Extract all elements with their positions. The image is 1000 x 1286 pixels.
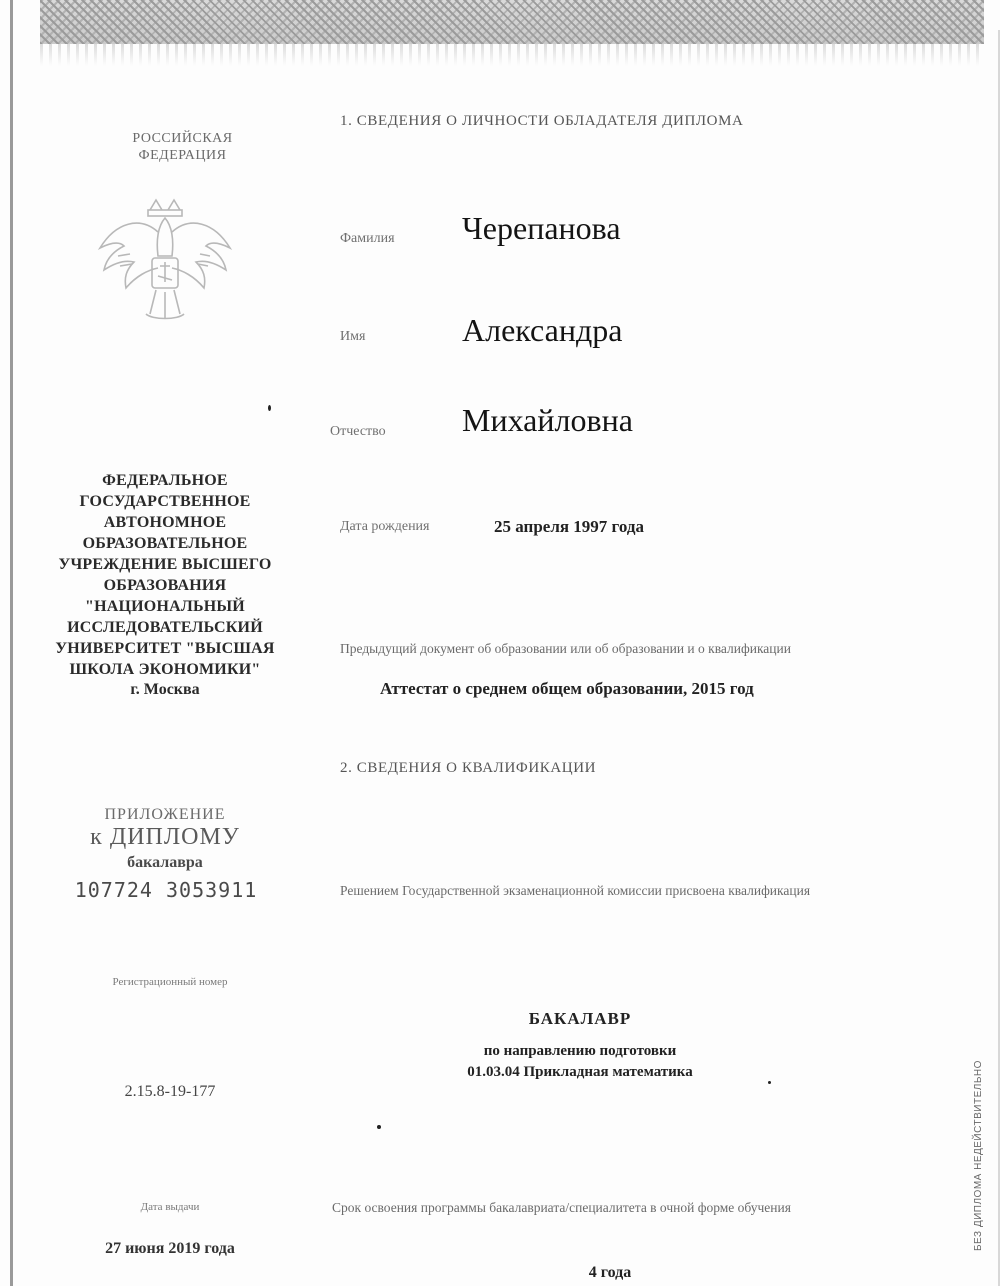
scan-speck — [268, 405, 271, 411]
scan-speck — [377, 1125, 381, 1129]
scan-speck — [768, 1081, 771, 1084]
first-name-label: Имя — [340, 329, 366, 344]
section1-title: 1. СВЕДЕНИЯ О ЛИЧНОСТИ ОБЛАДАТЕЛЯ ДИПЛОМА — [340, 113, 744, 129]
guilloche-border — [40, 0, 984, 44]
last-name-label: Фамилия — [340, 231, 395, 246]
birth-date-label: Дата рождения — [340, 519, 430, 534]
coat-of-arms-icon — [90, 196, 240, 326]
patronymic-label: Отчество — [330, 424, 386, 439]
study-term-value: 4 года — [588, 1264, 632, 1281]
first-name-value: Александра — [462, 312, 623, 348]
reg-number: 2.15.8-19-177 — [124, 1083, 216, 1100]
previous-document-value: Аттестат о среднем общем образовании, 2015 год — [380, 679, 754, 698]
university-city: г. Москва — [130, 681, 200, 698]
university-name: ФЕДЕРАЛЬНОЕ ГОСУДАРСТВЕННОЕ АВТОНОМНОЕ ОБРАЗОВАТЕЛЬНОЕ УЧРЕЖДЕНИЕ ВЫСШЕГО ОБРАЗОВАНИЯ "НАЦИОНАЛЬНЫЙ ИССЛЕДОВАТЕЛЬСКИЙ УНИВЕРСИТЕТ "ВЫСШАЯ ШКОЛА ЭКОНОМИКИ" — [55, 472, 275, 678]
previous-document-label: Предыдущий документ об образовании или об образовании и о квалификации — [340, 641, 791, 656]
specialty-value: 01.03.04 Прикладная математика — [467, 1064, 693, 1080]
left-page-edge — [10, 0, 13, 1286]
section2-title: 2. СВЕДЕНИЯ О КВАЛИФИКАЦИИ — [340, 760, 597, 776]
annex-title: ПРИЛОЖЕНИЕ — [104, 806, 226, 823]
qualification-value: БАКАЛАВР — [528, 1009, 632, 1028]
annex-subtitle: к ДИПЛОМУ — [90, 824, 240, 850]
patronymic-value: Михайловна — [462, 402, 633, 438]
country-name: РОССИЙСКАЯ ФЕДЕРАЦИЯ — [132, 131, 233, 163]
study-term-label: Срок освоения программы бакалавриата/специалитета в очной форме обучения — [332, 1200, 791, 1215]
reg-number-label: Регистрационный номер — [112, 976, 228, 988]
validity-watermark: БЕЗ ДИПЛОМА НЕДЕЙСТВИТЕЛЬНО — [973, 1060, 984, 1251]
annex-degree: бакалавра — [127, 854, 203, 871]
issue-date: 27 июня 2019 года — [105, 1240, 235, 1257]
issue-date-label: Дата выдачи — [140, 1201, 200, 1213]
serial-number: 107724 3053911 — [74, 878, 258, 902]
birth-date-value: 25 апреля 1997 года — [494, 517, 644, 536]
last-name-value: Черепанова — [462, 210, 621, 246]
guilloche-border-fade — [40, 44, 984, 66]
commission-decision-label: Решением Государственной экзаменационной комиссии присвоена квалификация — [340, 883, 811, 898]
direction-label: по направлению подготовки — [483, 1043, 677, 1059]
